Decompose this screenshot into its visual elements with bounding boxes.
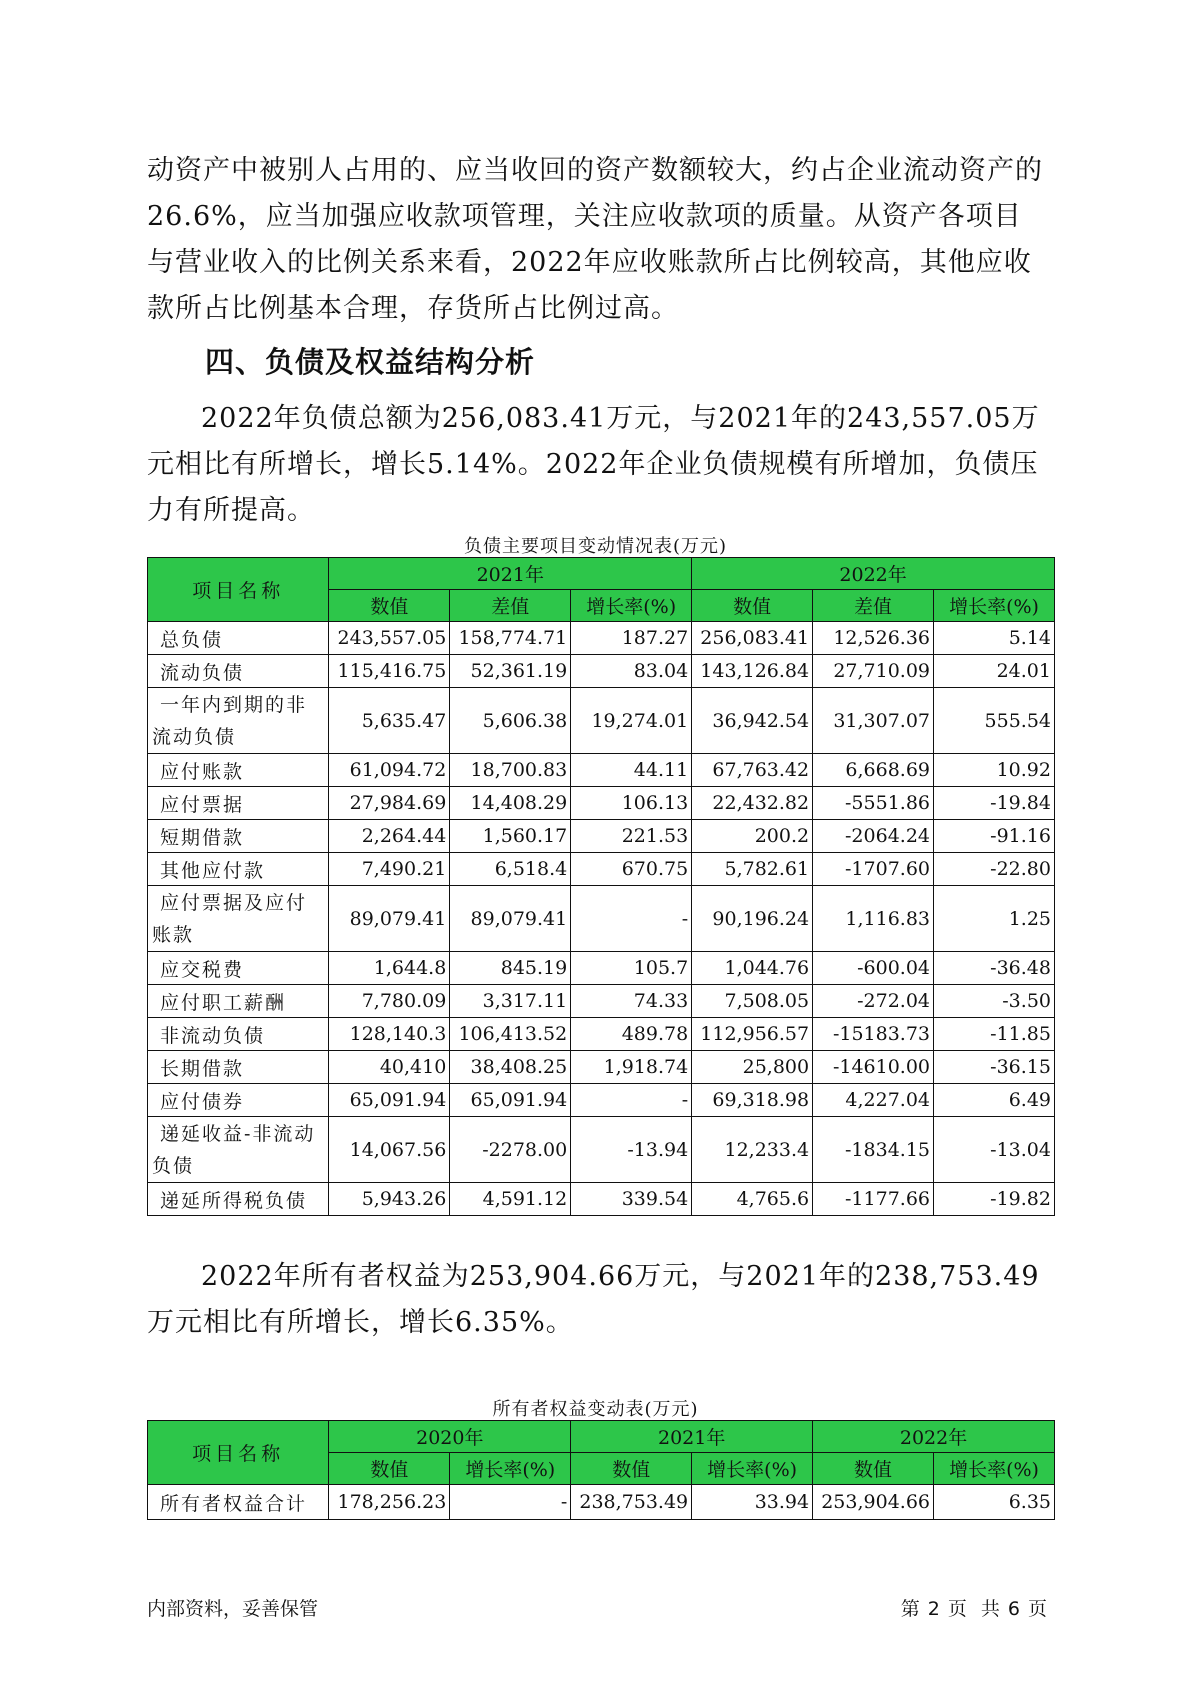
column-header: 数值 [571, 1453, 692, 1485]
table-cell: 670.75 [571, 853, 692, 886]
row-label: 所有者权益合计 [148, 1485, 329, 1520]
row-label: 长期借款 [148, 1051, 329, 1084]
table-cell: -3.50 [934, 985, 1055, 1018]
column-header: 增长率(%) [571, 590, 692, 622]
table-cell: 89,079.41 [450, 886, 571, 952]
column-header: 差值 [450, 590, 571, 622]
table-cell: -1834.15 [813, 1117, 934, 1183]
table-row [148, 655, 1055, 688]
table-cell: 14,408.29 [450, 787, 571, 820]
table-cell: -5551.86 [813, 787, 934, 820]
table-cell: -1707.60 [813, 853, 934, 886]
equity-table [147, 1420, 1055, 1520]
table-cell: 6,518.4 [450, 853, 571, 886]
table-row [148, 985, 1055, 1018]
paragraph-assets-continued: 动资产中被别人占用的、应当收回的资产数额较大，约占企业流动资产的26.6%，应当加强应收款项管理，关注应收款项的质量。从资产各项目与营业收入的比例关系来看，2022年应收账款所占比例较高，其他应收款所占比例基本合理，存货所占比例过高。 [147, 155, 1043, 324]
table-cell: -2064.24 [813, 820, 934, 853]
page-prefix: 第 [900, 1598, 920, 1620]
column-header: 增长率(%) [692, 1453, 813, 1485]
item-name-header: 项目名称 [148, 558, 329, 622]
table-cell: 36,942.54 [692, 688, 813, 754]
table-cell: -1177.66 [813, 1183, 934, 1216]
column-header: 增长率(%) [934, 1453, 1055, 1485]
row-label: 流动负债 [148, 655, 329, 688]
row-label: 递延所得税负债 [148, 1183, 329, 1216]
table-row [148, 1117, 1055, 1183]
table-cell: -22.80 [934, 853, 1055, 886]
table-cell: 158,774.71 [450, 622, 571, 655]
table-cell: 187.27 [571, 622, 692, 655]
table-cell: 6.35 [934, 1485, 1055, 1520]
column-header: 增长率(%) [450, 1453, 571, 1485]
table-row [148, 1084, 1055, 1117]
table-cell: 1.25 [934, 886, 1055, 952]
table-row [148, 1018, 1055, 1051]
year-header: 2022年 [813, 1421, 1055, 1453]
table-cell: 27,710.09 [813, 655, 934, 688]
table-cell: -14610.00 [813, 1051, 934, 1084]
table-cell: 1,560.17 [450, 820, 571, 853]
table-row [148, 688, 1055, 754]
table-cell: 83.04 [571, 655, 692, 688]
table-cell: 24.01 [934, 655, 1055, 688]
row-label: 应付票据 [148, 787, 329, 820]
table-cell: 5,606.38 [450, 688, 571, 754]
table-row [148, 853, 1055, 886]
table-cell: 1,918.74 [571, 1051, 692, 1084]
table-cell: - [571, 886, 692, 952]
table-cell: 115,416.75 [329, 655, 450, 688]
row-label: 短期借款 [148, 820, 329, 853]
year-header: 2021年 [329, 558, 692, 590]
table-cell: - [450, 1485, 571, 1520]
table-cell: -15183.73 [813, 1018, 934, 1051]
table-row [148, 820, 1055, 853]
table-cell: 238,753.49 [571, 1485, 692, 1520]
column-header: 数值 [329, 590, 450, 622]
table-cell: 18,700.83 [450, 754, 571, 787]
table-cell: -91.16 [934, 820, 1055, 853]
row-label: 递延收益-非流动负债 [148, 1117, 329, 1183]
table-cell: 1,644.8 [329, 952, 450, 985]
footer-confidential-note: 内部资料，妥善保管 [147, 1598, 319, 1620]
table-cell: 27,984.69 [329, 787, 450, 820]
page-suffix: 页 [947, 1598, 967, 1620]
row-label: 非流动负债 [148, 1018, 329, 1051]
table-cell: -13.04 [934, 1117, 1055, 1183]
table-row [148, 886, 1055, 952]
table-cell: 2,264.44 [329, 820, 450, 853]
column-header: 数值 [329, 1453, 450, 1485]
table-cell: 5,943.26 [329, 1183, 450, 1216]
table-row [148, 1485, 1055, 1520]
table-cell: 178,256.23 [329, 1485, 450, 1520]
table-cell: 112,956.57 [692, 1018, 813, 1051]
table-cell: 12,233.4 [692, 1117, 813, 1183]
column-header: 数值 [813, 1453, 934, 1485]
paragraph-liabilities: 2022年负债总额为256,083.41万元，与2021年的243,557.05万元相比有所增长，增长5.14%。2022年企业负债规模有所增加，负债压力有所提高。 [147, 403, 1040, 526]
table-cell: 221.53 [571, 820, 692, 853]
row-label: 其他应付款 [148, 853, 329, 886]
table-cell: -13.94 [571, 1117, 692, 1183]
table-cell: 143,126.84 [692, 655, 813, 688]
row-label: 应付债券 [148, 1084, 329, 1117]
table-row [148, 622, 1055, 655]
table-cell: 1,116.83 [813, 886, 934, 952]
table-cell: 44.11 [571, 754, 692, 787]
row-label: 应交税费 [148, 952, 329, 985]
table-cell: 65,091.94 [329, 1084, 450, 1117]
table-row [148, 1051, 1055, 1084]
table-cell: 67,763.42 [692, 754, 813, 787]
table-cell: 31,307.07 [813, 688, 934, 754]
total-suffix: 页 [1027, 1598, 1047, 1620]
table-cell: 200.2 [692, 820, 813, 853]
table-cell: 65,091.94 [450, 1084, 571, 1117]
table-cell: -2278.00 [450, 1117, 571, 1183]
table-cell: 4,591.12 [450, 1183, 571, 1216]
table-cell: 40,410 [329, 1051, 450, 1084]
table-cell: 25,800 [692, 1051, 813, 1084]
table-cell: -19.84 [934, 787, 1055, 820]
table-cell: 14,067.56 [329, 1117, 450, 1183]
table-cell: -11.85 [934, 1018, 1055, 1051]
table-cell: 22,432.82 [692, 787, 813, 820]
table-cell: 7,780.09 [329, 985, 450, 1018]
table-cell: 4,227.04 [813, 1084, 934, 1117]
column-header: 差值 [813, 590, 934, 622]
page-number: 2 [927, 1598, 940, 1620]
table-cell: 105.7 [571, 952, 692, 985]
table-cell: 12,526.36 [813, 622, 934, 655]
table-cell: 339.54 [571, 1183, 692, 1216]
equity-table-caption: 所有者权益变动表(万元) [492, 1399, 699, 1420]
table-cell: 38,408.25 [450, 1051, 571, 1084]
table-cell: 6,668.69 [813, 754, 934, 787]
table-cell: 19,274.01 [571, 688, 692, 754]
total-prefix: 共 [980, 1598, 1000, 1620]
table-cell: 5,782.61 [692, 853, 813, 886]
table-cell: -36.48 [934, 952, 1055, 985]
table-cell: 7,490.21 [329, 853, 450, 886]
table-cell: 253,904.66 [813, 1485, 934, 1520]
table-cell: 845.19 [450, 952, 571, 985]
table-cell: 69,318.98 [692, 1084, 813, 1117]
table-cell: 61,094.72 [329, 754, 450, 787]
row-label: 应付账款 [148, 754, 329, 787]
column-header: 数值 [692, 590, 813, 622]
table-cell: 555.54 [934, 688, 1055, 754]
table-cell: - [571, 1084, 692, 1117]
column-header: 增长率(%) [934, 590, 1055, 622]
table-cell: 4,765.6 [692, 1183, 813, 1216]
section-heading: 四、负债及权益结构分析 [205, 345, 536, 379]
table-cell: 90,196.24 [692, 886, 813, 952]
table-cell: 128,140.3 [329, 1018, 450, 1051]
table-cell: 106.13 [571, 787, 692, 820]
liability-table [147, 557, 1055, 1216]
table-row [148, 952, 1055, 985]
table-cell: -36.15 [934, 1051, 1055, 1084]
table-row [148, 754, 1055, 787]
total-pages: 6 [1007, 1598, 1020, 1620]
paragraph-equity: 2022年所有者权益为253,904.66万元，与2021年的238,753.49万元相比有所增长，增长6.35%。 [147, 1261, 1040, 1338]
table-cell: -600.04 [813, 952, 934, 985]
table-cell: 3,317.11 [450, 985, 571, 1018]
row-label: 应付职工薪酬 [148, 985, 329, 1018]
table-cell: 5.14 [934, 622, 1055, 655]
year-header: 2022年 [692, 558, 1055, 590]
year-header: 2021年 [571, 1421, 813, 1453]
table-cell: -272.04 [813, 985, 934, 1018]
table-cell: -19.82 [934, 1183, 1055, 1216]
table-row [148, 787, 1055, 820]
table-row [148, 1183, 1055, 1216]
table-cell: 7,508.05 [692, 985, 813, 1018]
table-cell: 74.33 [571, 985, 692, 1018]
footer-page-indicator [897, 1594, 1051, 1621]
table-cell: 89,079.41 [329, 886, 450, 952]
table-cell: 489.78 [571, 1018, 692, 1051]
row-label: 一年内到期的非流动负债 [148, 688, 329, 754]
row-label: 总负债 [148, 622, 329, 655]
table-cell: 10.92 [934, 754, 1055, 787]
table-cell: 1,044.76 [692, 952, 813, 985]
row-label: 应付票据及应付账款 [148, 886, 329, 952]
liability-table-caption: 负债主要项目变动情况表(万元) [463, 536, 728, 557]
table-cell: 243,557.05 [329, 622, 450, 655]
table-cell: 52,361.19 [450, 655, 571, 688]
table-cell: 33.94 [692, 1485, 813, 1520]
item-name-header: 项目名称 [148, 1421, 329, 1485]
table-cell: 256,083.41 [692, 622, 813, 655]
table-cell: 5,635.47 [329, 688, 450, 754]
table-cell: 6.49 [934, 1084, 1055, 1117]
table-cell: 106,413.52 [450, 1018, 571, 1051]
year-header: 2020年 [329, 1421, 571, 1453]
